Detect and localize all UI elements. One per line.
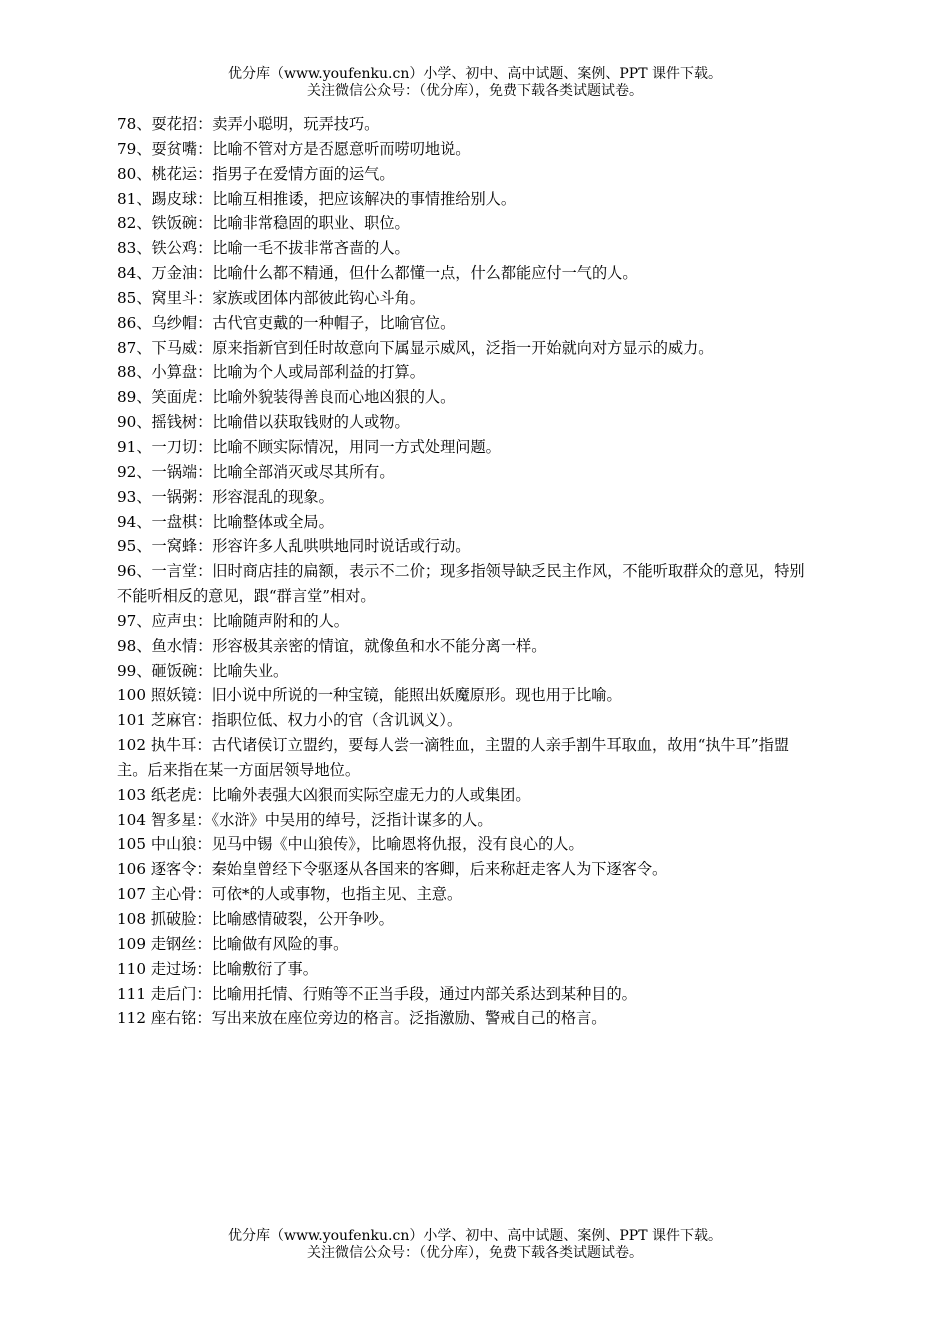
list-item: 98、鱼水情：形容极其亲密的情谊，就像鱼和水不能分离一样。 — [117, 636, 547, 655]
list-item: 99、砸饭碗：比喻失业。 — [117, 661, 289, 680]
list-item: 88、小算盘：比喻为个人或局部利益的打算。 — [117, 363, 425, 382]
list-item: 90、摇钱树：比喻借以获取钱财的人或物。 — [117, 413, 410, 432]
list-item: 101 芝麻官：指职位低、权力小的官（含讥讽义）。 — [117, 711, 463, 730]
list-item: 91、一刀切：比喻不顾实际情况，用同一方式处理问题。 — [117, 437, 501, 456]
list-item: 92、一锅端：比喻全部消灭或尽其所有。 — [117, 462, 395, 481]
list-item: 106 逐客令：秦始皇曾经下令驱逐从各国来的客卿，后来称赶走客人为下逐客令。 — [117, 860, 668, 879]
list-item: 83、铁公鸡：比喻一毛不拔非常吝啬的人。 — [117, 239, 410, 258]
list-item: 102 执牛耳：古代诸侯订立盟约，要每人尝一滴牲血，主盟的人亲手割牛耳取血，故用“执牛耳”指盟主。后来指在某一方面居领导地位。 — [117, 736, 790, 779]
list-item: 112 座右铭：写出来放在座位旁边的格言。泛指激励、警戒自己的格言。 — [117, 1009, 607, 1028]
entry-list — [117, 112, 807, 1031]
list-item: 110 走过场：比喻敷衍了事。 — [117, 959, 318, 978]
footer-line-2: 关注微信公众号：（优分库），免费下载各类试题试卷。 — [307, 1245, 643, 1261]
list-item: 96、一言堂：旧时商店挂的扁额，表示不二价；现多指领导缺乏民主作风，不能听取群众的意见，特别不能听相反的意见，跟“群言堂”相对。 — [117, 562, 805, 606]
list-item: 78、耍花招：卖弄小聪明，玩弄技巧。 — [117, 115, 380, 133]
header-line-2: 关注微信公众号：（优分库），免费下载各类试题试卷。 — [307, 83, 643, 99]
page-header — [0, 66, 950, 100]
list-item: 79、耍贫嘴：比喻不管对方是否愿意听而唠叨地说。 — [117, 139, 471, 158]
list-item: 104 智多星：《水浒》中吴用的绰号，泛指计谋多的人。 — [117, 810, 493, 829]
list-item: 80、桃花运：指男子在爱情方面的运气。 — [117, 164, 395, 183]
list-item: 86、乌纱帽：古代官吏戴的一种帽子，比喻官位。 — [117, 313, 456, 332]
list-item: 97、应声虫：比喻随声附和的人。 — [117, 611, 349, 630]
list-item: 84、万金油：比喻什么都不精通，但什么都懂一点，什么都能应付一气的人。 — [117, 264, 638, 283]
header-line-1: 优分库（www.youfenku.cn）小学、初中、高中试题、案例、PPT 课件下载。 — [227, 66, 722, 82]
list-item: 105 中山狼：见马中锡《中山狼传》，比喻恩将仇报，没有良心的人。 — [117, 835, 584, 854]
footer-line-1: 优分库（www.youfenku.cn）小学、初中、高中试题、案例、PPT 课件下载。 — [227, 1228, 722, 1244]
list-item: 109 走钢丝：比喻做有风险的事。 — [117, 934, 349, 953]
page-footer — [0, 1228, 950, 1262]
list-item: 94、一盘棋：比喻整体或全局。 — [117, 512, 334, 531]
list-item: 100 照妖镜：旧小说中所说的一种宝镜，能照出妖魔原形。现也用于比喻。 — [117, 686, 622, 705]
list-item: 81、踢皮球：比喻互相推诿，把应该解决的事情推给别人。 — [117, 189, 517, 208]
list-item: 103 纸老虎：比喻外表强大凶狠而实际空虚无力的人或集团。 — [117, 785, 531, 804]
list-item: 108 抓破脸：比喻感情破裂，公开争吵。 — [117, 910, 394, 928]
list-item: 111 走后门：比喻用托情、行贿等不正当手段，通过内部关系达到某种目的。 — [117, 984, 637, 1003]
list-item: 85、窝里斗：家族或团体内部彼此钩心斗角。 — [117, 288, 425, 307]
list-item: 82、铁饭碗：比喻非常稳固的职业、职位。 — [117, 214, 410, 233]
list-item: 89、笑面虎：比喻外貌装得善良而心地凶狠的人。 — [117, 388, 456, 407]
list-item: 93、一锅粥：形容混乱的现象。 — [117, 487, 334, 506]
list-item: 107 主心骨：可依*的人或事物，也指主见、主意。 — [117, 885, 463, 904]
list-item: 87、下马威：原来指新官到任时故意向下属显示威风，泛指一开始就向对方显示的威力。 — [117, 338, 714, 357]
list-item: 95、一窝蜂：形容许多人乱哄哄地同时说话或行动。 — [117, 537, 471, 556]
